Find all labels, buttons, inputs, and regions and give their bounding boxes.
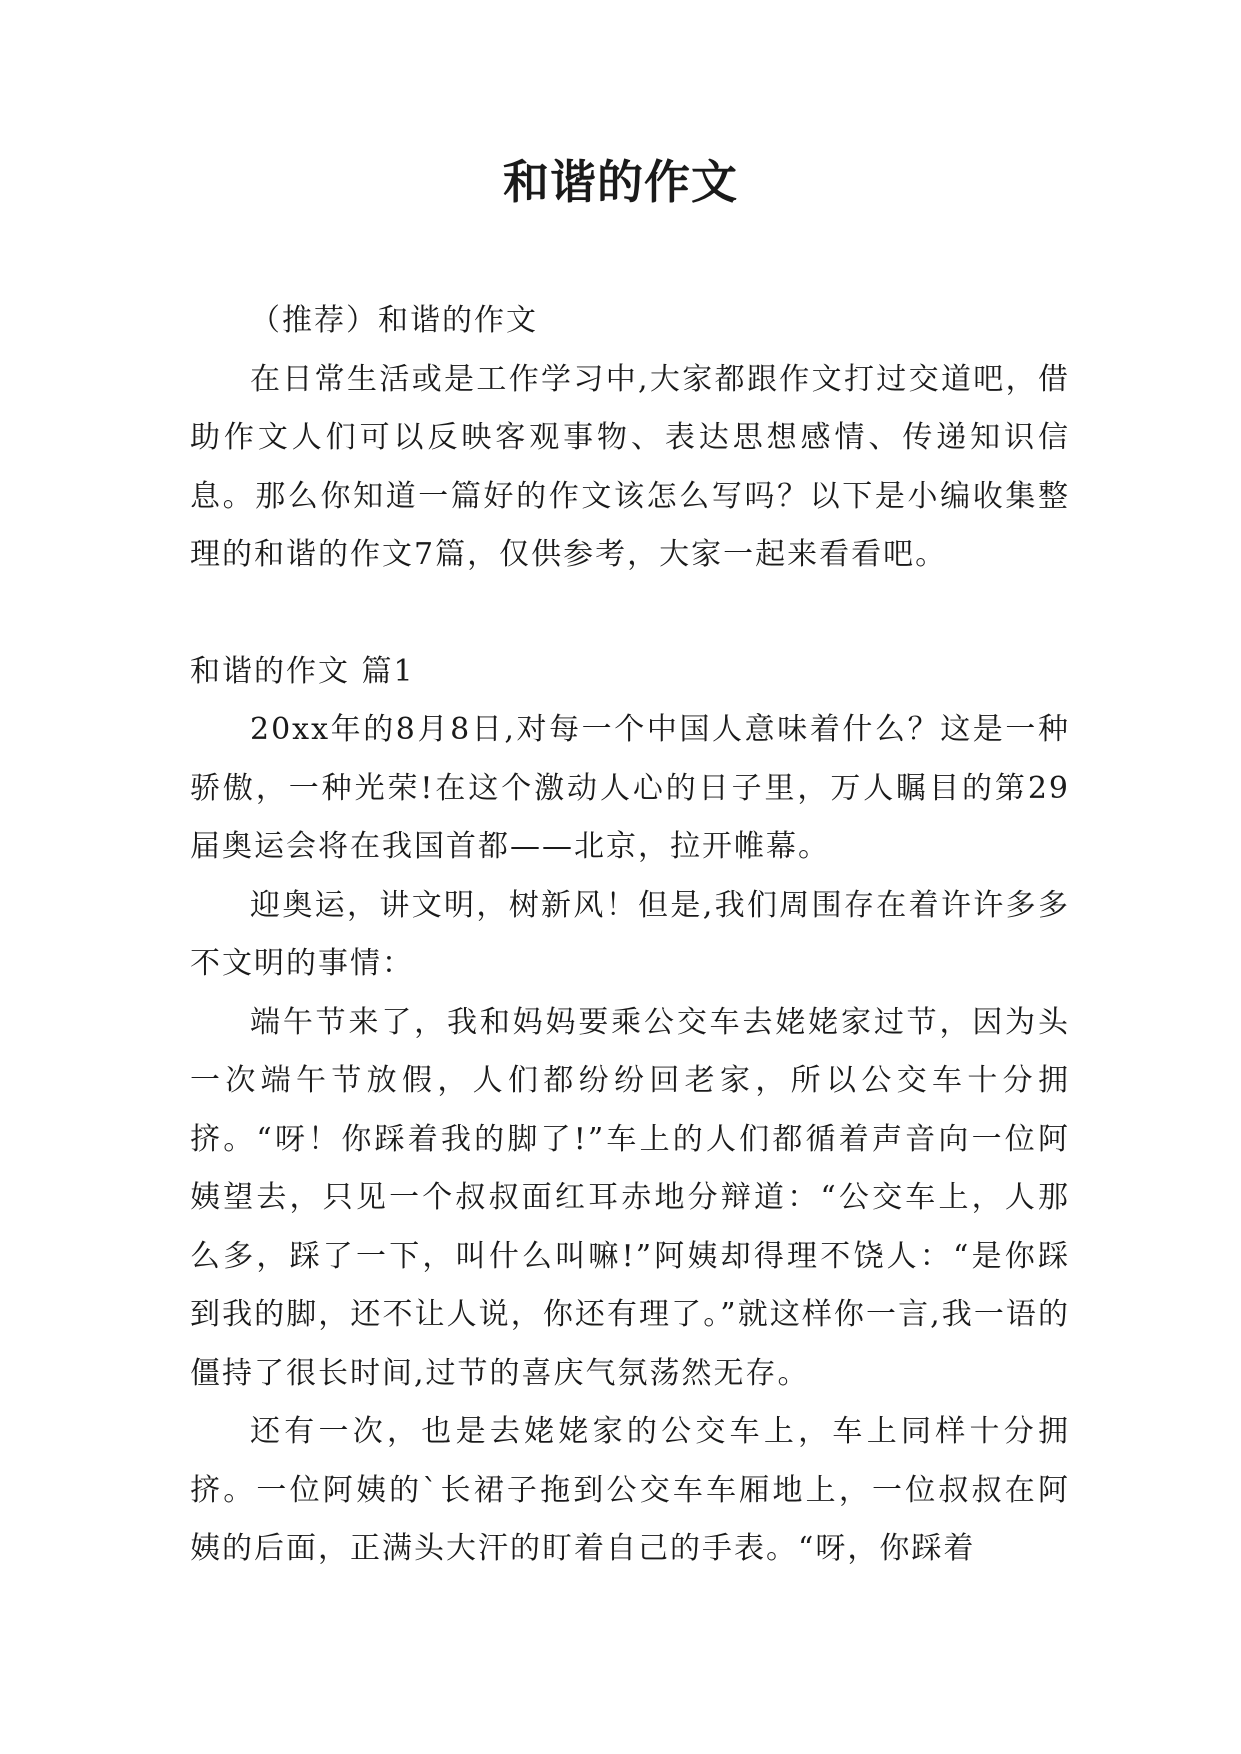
intro-paragraph-recommend: （推荐）和谐的作文 — [250, 303, 538, 338]
document-body — [190, 292, 1070, 1579]
section-paragraph-another-time: 还有一次，也是去姥姥家的公交车上，车上同样十分拥挤。一位阿姨的`长裙子拖到公交车车厢地上，一位叔叔在阿姨的后面，正满头大汗的盯着自己的手表。“呀，你踩着 — [190, 1414, 1070, 1566]
section-paragraph-dragon-boat: 端午节来了，我和妈妈要乘公交车去姥姥家过节，因为头一次端午节放假，人们都纷纷回老家，所以公交车十分拥挤。“呀！你踩着我的脚了!”车上的人们都循着声音向一位阿姨望去，只见一个叔叔面红耳赤地分辩道：“公交车上，人那么多，踩了一下，叫什么叫嘛!”阿姨却得理不饶人：“是你踩到我的脚，还不让人说，你还有理了。”就这样你一言,我一语的僵持了很长时间,过节的喜庆气氛荡然无存。 — [190, 1004, 1070, 1391]
section-paragraph-civility: 迎奥运，讲文明，树新风！但是,我们周围存在着许许多多不文明的事情： — [190, 887, 1070, 981]
section-spacer — [190, 585, 1070, 643]
intro-paragraph-summary: 在日常生活或是工作学习中,大家都跟作文打过交道吧，借助作文人们可以反映客观事物、表达思想感情、传递知识信息。那么你知道一篇好的作文该怎么写吗？以下是小编收集整理的和谐的作文7篇，仅供参考，大家一起来看看吧。 — [190, 361, 1070, 572]
section-paragraph-olympics: 20xx年的8月8日,对每一个中国人意味着什么？这是一种骄傲，一种光荣!在这个激动人心的日子里，万人瞩目的第29届奥运会将在我国首都——北京，拉开帷幕。 — [190, 712, 1070, 864]
section-heading: 和谐的作文 篇1 — [190, 653, 415, 689]
document-title: 和谐的作文 — [503, 155, 738, 209]
